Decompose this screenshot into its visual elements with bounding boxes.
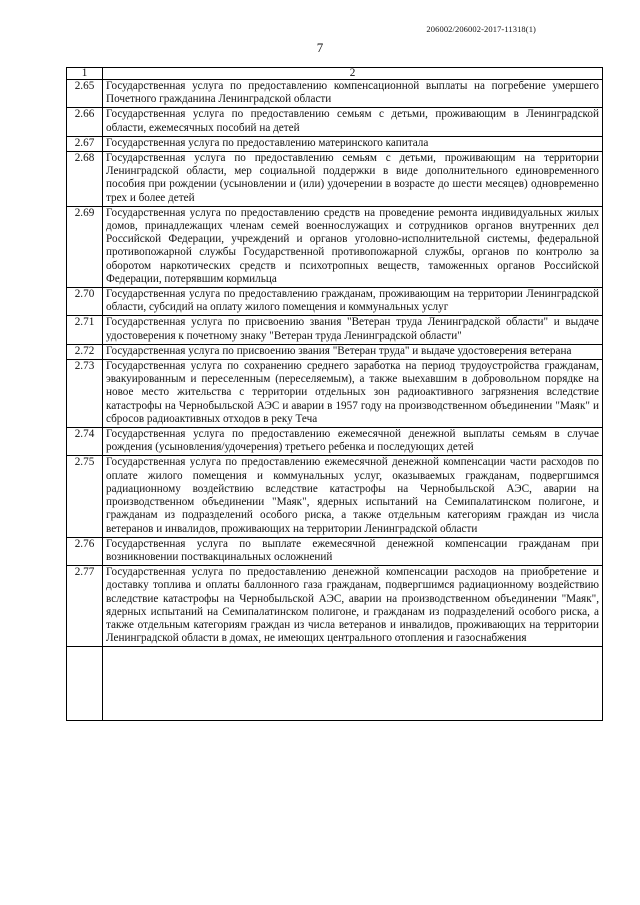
row-number: 2.65 bbox=[67, 80, 103, 108]
service-name: Государственная услуга по предоставлению материнского капитала bbox=[103, 136, 603, 151]
table-row bbox=[67, 428, 603, 456]
row-number: 2.77 bbox=[67, 566, 103, 647]
row-number: 2.70 bbox=[67, 288, 103, 316]
table-row bbox=[67, 108, 603, 136]
row-number: 2.71 bbox=[67, 316, 103, 344]
table-row bbox=[67, 80, 603, 108]
table-row bbox=[67, 316, 603, 344]
table-row bbox=[67, 206, 603, 287]
empty-cell bbox=[67, 647, 103, 721]
table-row bbox=[67, 456, 603, 537]
row-number: 2.69 bbox=[67, 206, 103, 287]
page-number: 7 bbox=[316, 40, 324, 55]
row-number: 2.76 bbox=[67, 537, 103, 565]
row-number: 2.68 bbox=[67, 152, 103, 207]
table-row bbox=[67, 288, 603, 316]
table-row bbox=[67, 360, 603, 428]
service-name: Государственная услуга по предоставлению средств на проведение ремонта индивидуальных жилых домов, принадлежащих членам семей военнослужащих и сотрудников органов внутренних дел Российской Федерации, учреждений и органов уголовно-исполнительной системы, федеральной противопожарной службы Государственной противопожарной службы, органов по контролю за оборотом наркотических средств и психотропных веществ, таможенных органов Российской Федерации, потерявшим кормильца bbox=[103, 206, 603, 287]
row-number: 2.73 bbox=[67, 360, 103, 428]
column-header-name: 2 bbox=[103, 68, 603, 80]
row-number: 2.72 bbox=[67, 344, 103, 359]
service-name: Государственная услуга по предоставлению гражданам, проживающим на территории Ленинградской области, субсидий на оплату жилого помещения и коммунальных услуг bbox=[103, 288, 603, 316]
table-row bbox=[67, 136, 603, 151]
service-name: Государственная услуга по предоставлению ежемесячной денежной выплаты семьям в случае рождения (усыновления/удочерения) третьего ребенка и последующих детей bbox=[103, 428, 603, 456]
table-row bbox=[67, 344, 603, 359]
table-row bbox=[67, 537, 603, 565]
empty-cell bbox=[103, 647, 603, 721]
service-name: Государственная услуга по присвоению звания "Ветеран труда" и выдаче удостоверения ветерана bbox=[103, 344, 603, 359]
service-name: Государственная услуга по предоставлению семьям с детьми, проживающим в Ленинградской области, ежемесячных пособий на детей bbox=[103, 108, 603, 136]
services-table bbox=[66, 67, 603, 721]
service-name: Государственная услуга по предоставлению денежной компенсации расходов на приобретение и доставку топлива и оплаты баллонного газа гражданам, подвергшимся радиационному воздействию вследствие катастрофы на Чернобыльской АЭС, аварии на производственном объединении "Маяк", ядерных испытаний на Семипалатинском полигоне, и гражданам из подразделений особого риска, а также отдельным категориям граждан из числа ветеранов и инвалидов, проживающих на территории Ленинградской области в домах, не имеющих центрального отопления и газоснабжения bbox=[103, 566, 603, 647]
table-row bbox=[67, 566, 603, 647]
service-name: Государственная услуга по предоставлению семьям с детьми, проживающим на территории Ленинградской области, мер социальной поддержки в виде дополнительного единовременного пособия при рождении (усыновлении и (или) удочерении в возрасте до шести месяцев) одновременно трех и более детей bbox=[103, 152, 603, 207]
service-name: Государственная услуга по присвоению звания "Ветеран труда Ленинградской области" и выдаче удостоверения к почетному знаку "Ветеран труда Ленинградской области" bbox=[103, 316, 603, 344]
row-number: 2.66 bbox=[67, 108, 103, 136]
row-number: 2.67 bbox=[67, 136, 103, 151]
document-id: 206002/206002-2017-11318(1) bbox=[426, 24, 536, 34]
row-number: 2.74 bbox=[67, 428, 103, 456]
row-number: 2.75 bbox=[67, 456, 103, 537]
service-name: Государственная услуга по предоставлению компенсационной выплаты на погребение умершего Почетного гражданина Ленинградской области bbox=[103, 80, 603, 108]
service-name: Государственная услуга по предоставлению ежемесячной денежной компенсации части расходов по оплате жилого помещения и коммунальных услуг, оказываемых гражданам, подвергшимся радиационному воздействию вследствие катастрофы на Чернобыльской АЭС, аварии на производственном объединении "Маяк", ядерных испытаний на Семипалатинском полигоне, и гражданам из подразделений особого риска, а также отдельным категориям граждан из числа ветеранов и инвалидов, проживающих на территории Ленинградской области bbox=[103, 456, 603, 537]
column-header-number: 1 bbox=[67, 68, 103, 80]
service-name: Государственная услуга по выплате ежемесячной денежной компенсации гражданам при возникновении поствакцинальных осложнений bbox=[103, 537, 603, 565]
table-row bbox=[67, 152, 603, 207]
table-empty-space bbox=[67, 647, 603, 721]
service-name: Государственная услуга по сохранению среднего заработка на период трудоустройства гражданам, эвакуированным и переселенным (переселяемым), а также выехавшим в добровольном порядке на новое место жительства с территории отдельных зон радиоактивного загрязнения вследствие катастрофы на Чернобыльской АЭС и аварии в 1957 году на производственном объединении "Маяк" и сбросов радиоактивных отходов в реку Теча bbox=[103, 360, 603, 428]
table-header-row bbox=[67, 68, 603, 80]
